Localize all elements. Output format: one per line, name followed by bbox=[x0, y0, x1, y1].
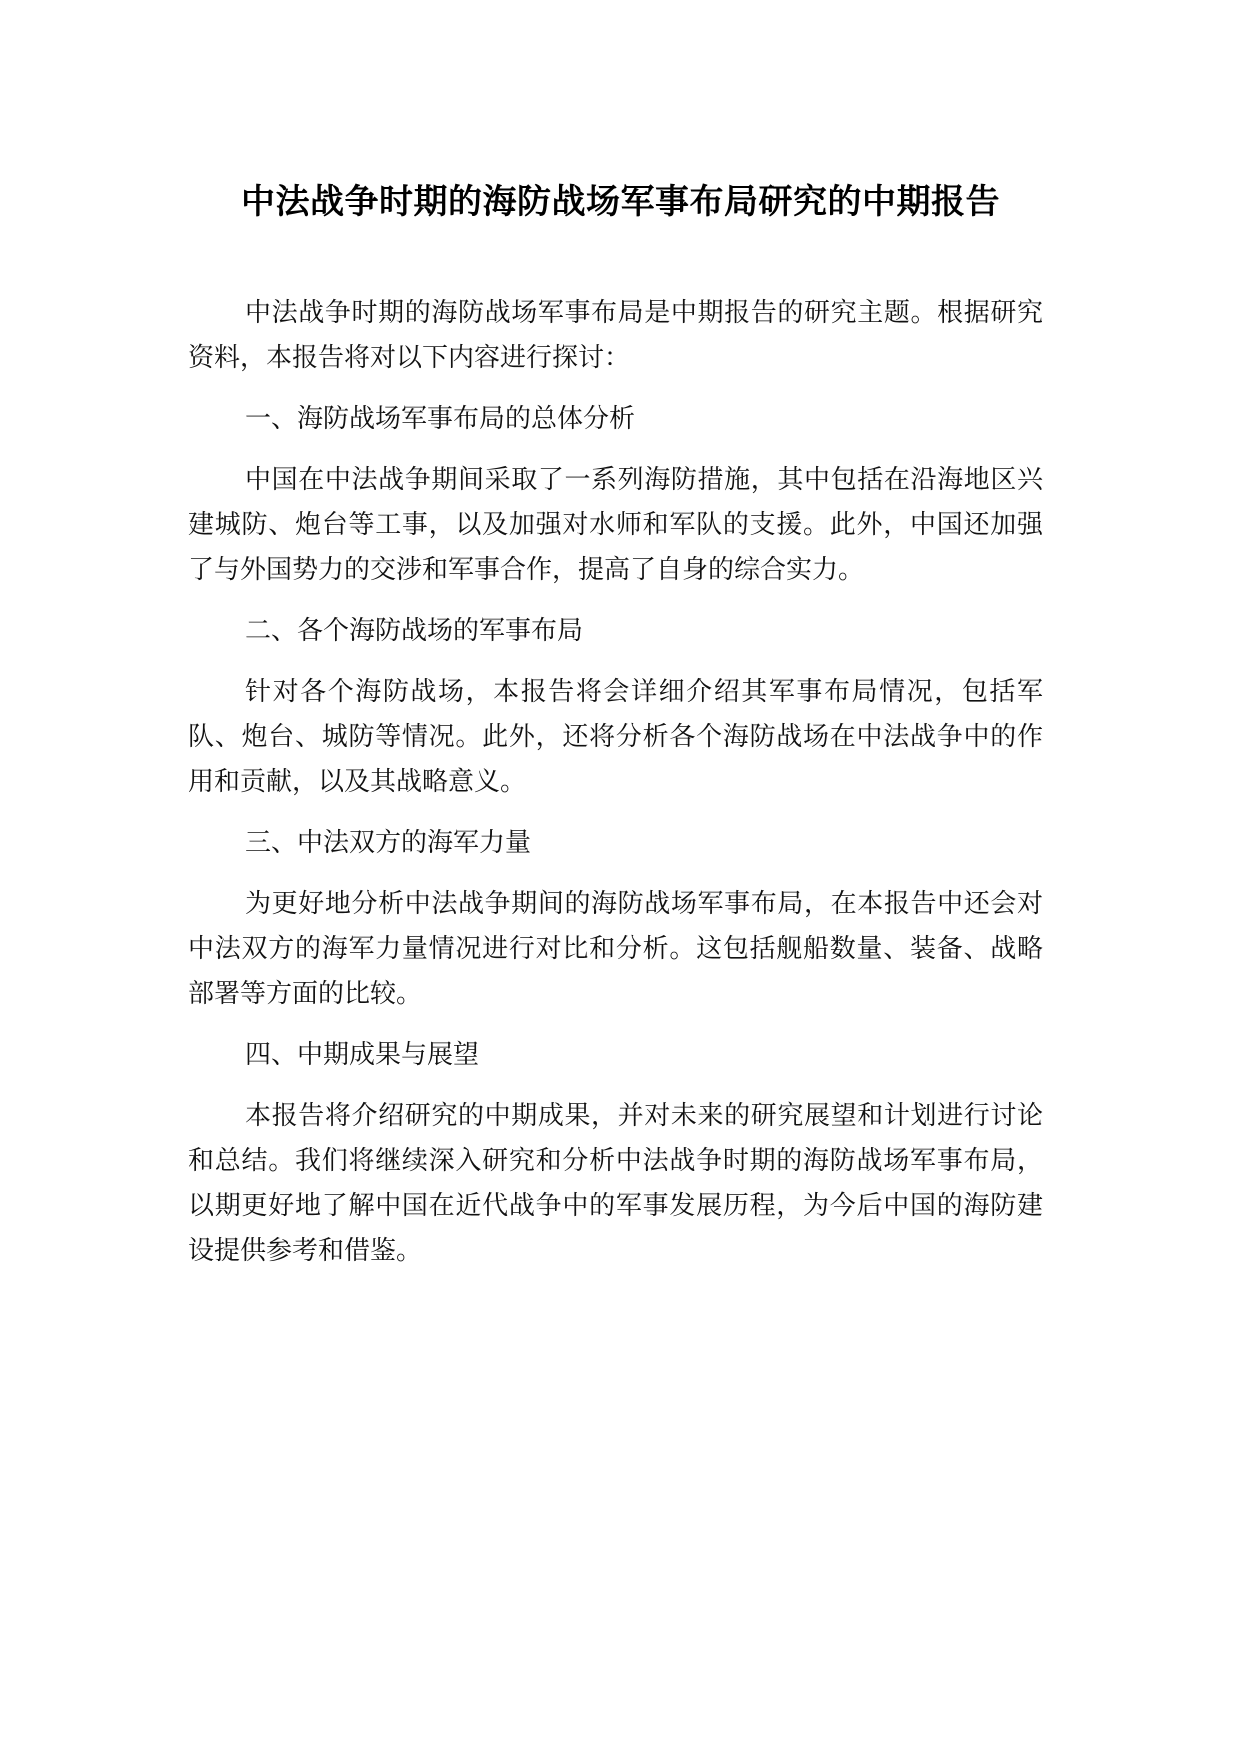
section-heading-2: 二、各个海防战场的军事布局 bbox=[245, 616, 584, 646]
section-body-2: 针对各个海防战场，本报告将会详细介绍其军事布局情况，包括军队、炮台、城防等情况。此外，还将分析各个海防战场在中法战争中的作用和贡献，以及其战略意义。 bbox=[188, 677, 1043, 797]
intro-paragraph: 中法战争时期的海防战场军事布局是中期报告的研究主题。根据研究资料，本报告将对以下内容进行探讨： bbox=[188, 298, 1043, 373]
section-body-4: 本报告将介绍研究的中期成果，并对未来的研究展望和计划进行讨论和总结。我们将继续深入研究和分析中法战争时期的海防战场军事布局，以期更好地了解中国在近代战争中的军事发展历程，为今后中国的海防建设提供参考和借鉴。 bbox=[188, 1101, 1043, 1266]
section-heading-3: 三、中法双方的海军力量 bbox=[245, 828, 532, 858]
document-body bbox=[188, 291, 1043, 1290]
document-title: 中法战争时期的海防战场军事布局研究的中期报告 bbox=[241, 182, 1000, 222]
section-heading-1: 一、海防战场军事布局的总体分析 bbox=[245, 404, 636, 434]
section-body-3: 为更好地分析中法战争期间的海防战场军事布局，在本报告中还会对中法双方的海军力量情况进行对比和分析。这包括舰船数量、装备、战略部署等方面的比较。 bbox=[188, 889, 1043, 1009]
section-body-1: 中国在中法战争期间采取了一系列海防措施，其中包括在沿海地区兴建城防、炮台等工事，以及加强对水师和军队的支援。此外，中国还加强了与外国势力的交涉和军事合作，提高了自身的综合实力。 bbox=[188, 465, 1043, 585]
section-heading-4: 四、中期成果与展望 bbox=[245, 1040, 480, 1070]
